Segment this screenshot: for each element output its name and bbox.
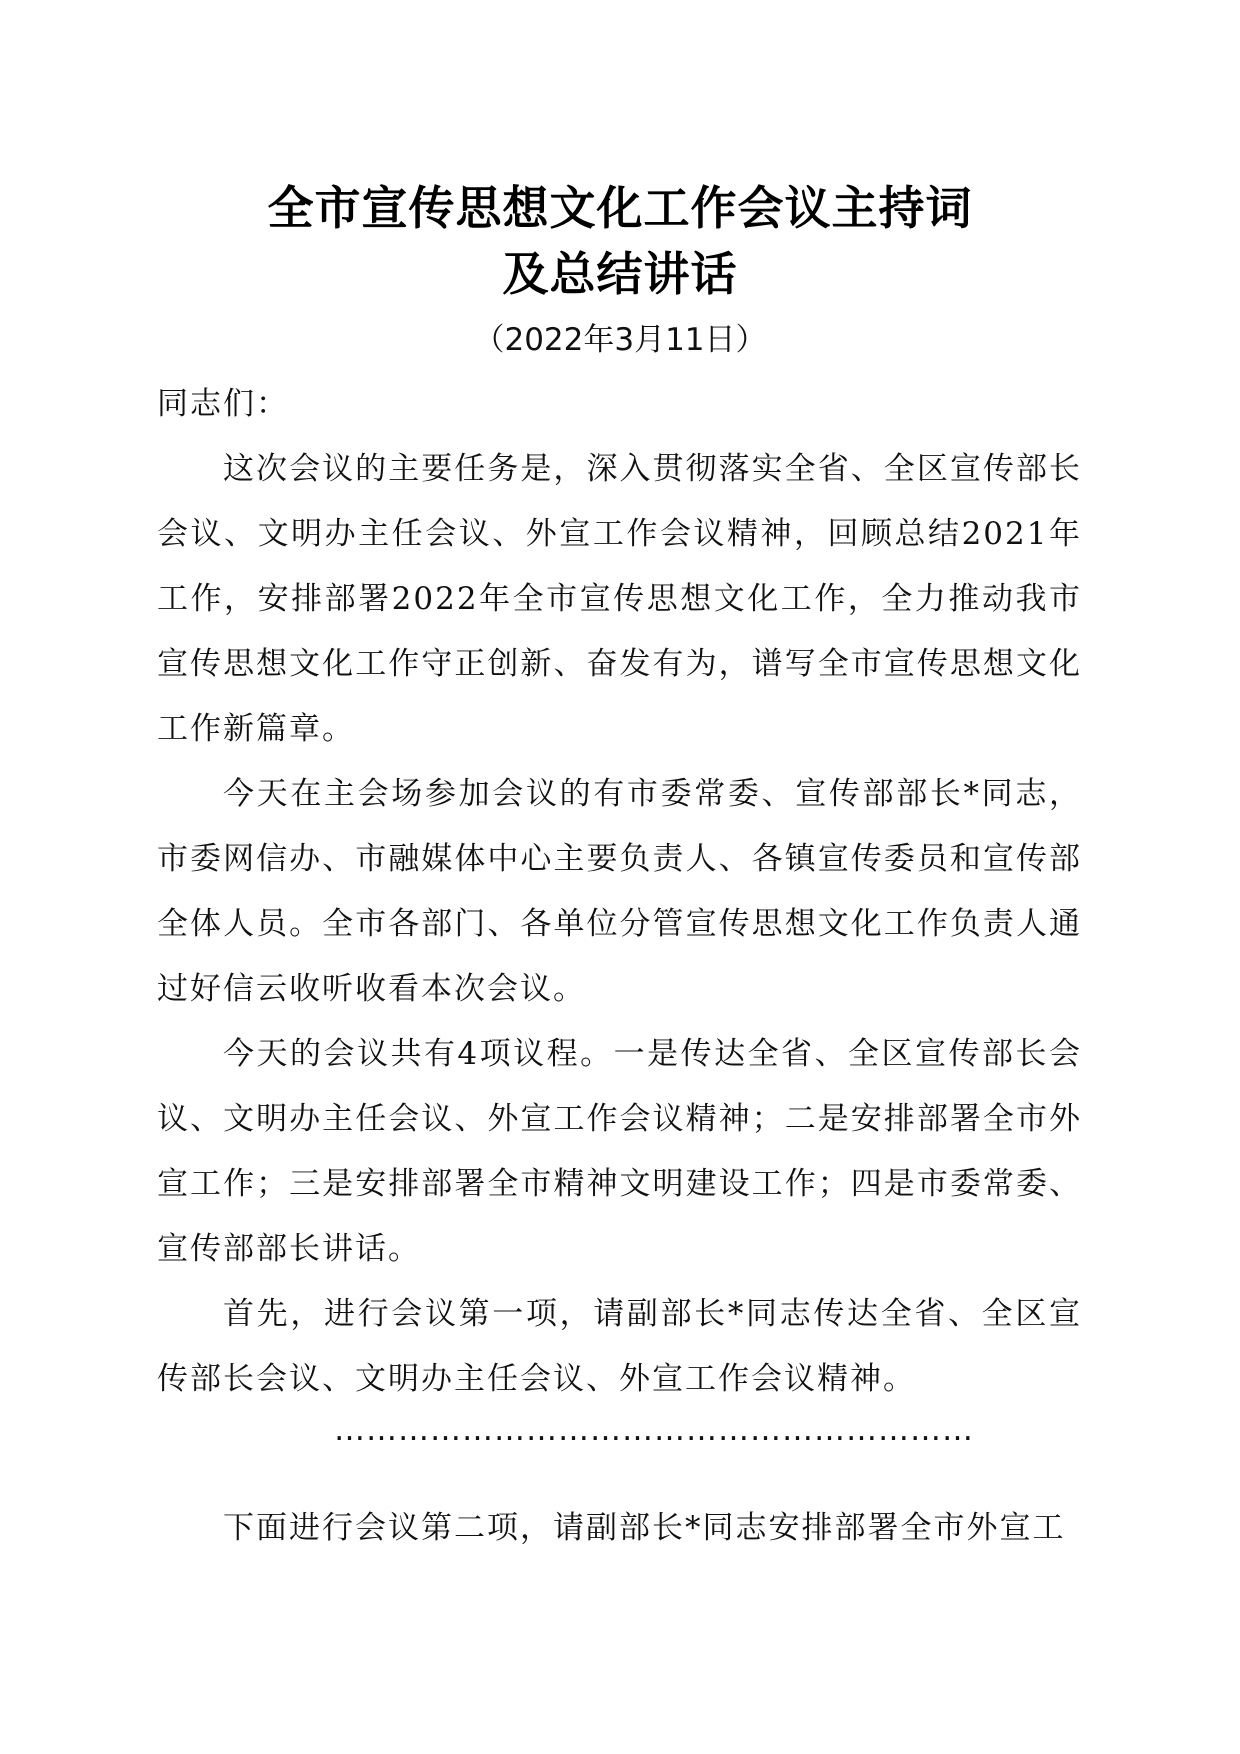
paragraph-5: 下面进行会议第二项，请副部长*同志安排部署全市外宣工: [223, 1510, 1066, 1546]
salutation: [157, 372, 1082, 437]
document-title-line-2: 及总结讲话: [502, 247, 738, 301]
body-paragraphs: [157, 437, 1082, 1412]
paragraph-4: 首先，进行会议第一项，请副部长*同志传达全省、全区宣传部长会议、文明办主任会议、外宣工作会议精神。: [157, 1296, 1082, 1397]
ellipsis-separator: ……………………………………………………: [334, 1412, 974, 1448]
paragraph-3: 今天的会议共有4项议程。一是传达全省、全区宣传部长会议、文明办主任会议、外宣工作会议精神；二是安排部署全市外宣工作；三是安排部署全市精神文明建设工作；四是市委常委、宣传部部长讲话。: [157, 1036, 1082, 1267]
document-title-line-1: 全市宣传思想文化工作会议主持词: [267, 181, 973, 235]
closing-section: [157, 1496, 1082, 1561]
salutation-text: 同志们：: [157, 386, 289, 422]
document-date: （2022年3月11日）: [473, 322, 767, 358]
paragraph-1: 这次会议的主要任务是，深入贯彻落实全省、全区宣传部长会议、文明办主任会议、外宣工作会议精神，回顾总结2021年工作，安排部署2022年全市宣传思想文化工作，全力推动我市宣传思想文化工作守正创新、奋发有为，谱写全市宣传思想文化工作新篇章。: [157, 451, 1082, 747]
paragraph-2: 今天在主会场参加会议的有市委常委、宣传部部长*同志，市委网信办、市融媒体中心主要负责人、各镇宣传委员和宣传部全体人员。全市各部门、各单位分管宣传思想文化工作负责人通过好信云收听收看本次会议。: [157, 776, 1082, 1007]
